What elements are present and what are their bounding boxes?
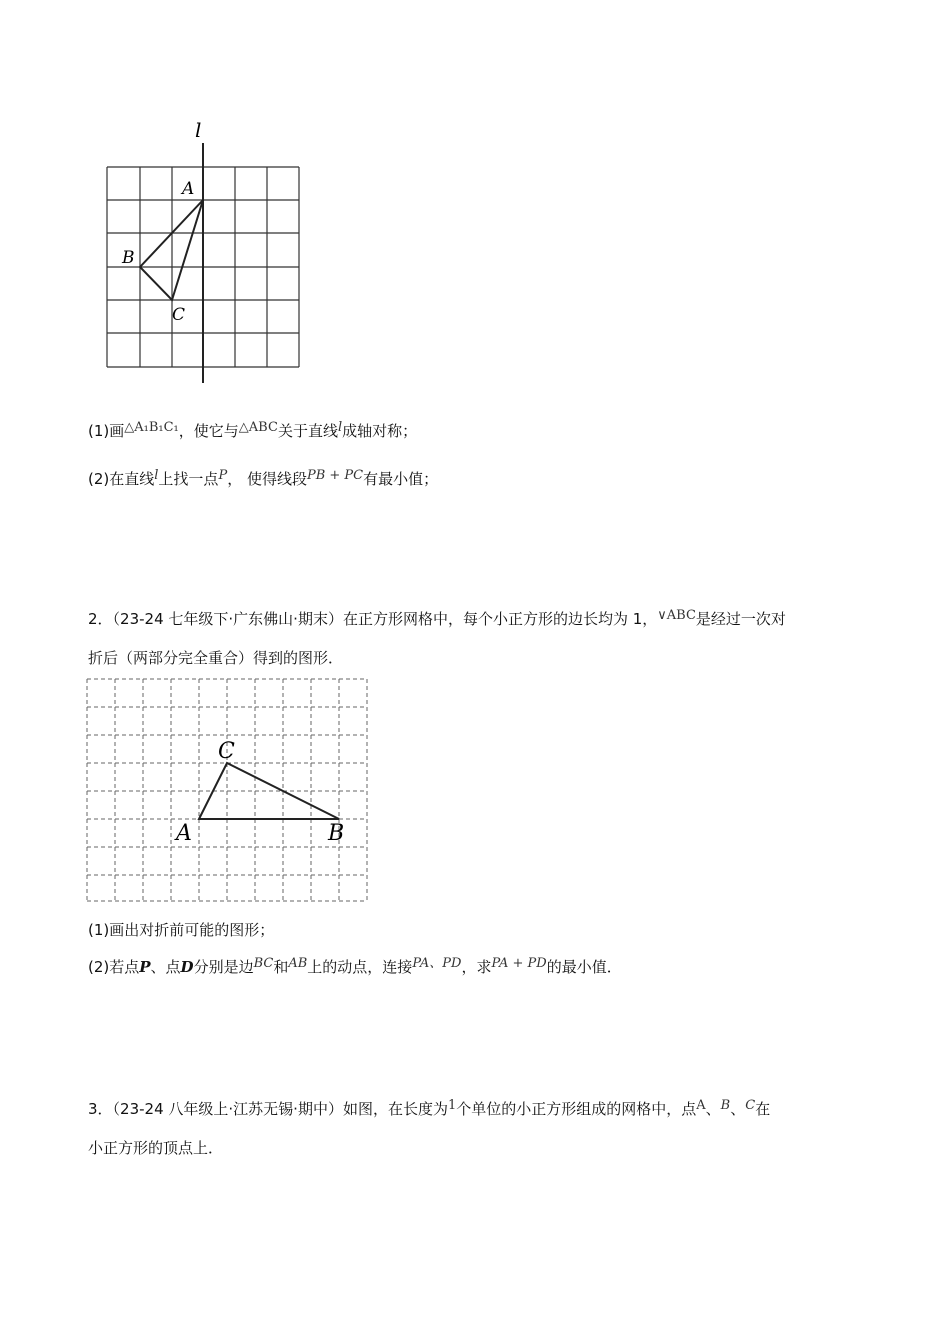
label-l: l bbox=[195, 118, 202, 142]
math-abc: ∨ABC bbox=[657, 608, 696, 623]
math-abc: △ABC bbox=[238, 420, 278, 435]
point-d: D bbox=[180, 958, 194, 976]
math-1: 1 bbox=[447, 1098, 457, 1113]
q1-part1: (1)画△A₁B₁C₁，使它与△ABC关于直线l成轴对称； bbox=[88, 420, 418, 440]
math-pa-pd: PA、PD bbox=[412, 956, 462, 971]
label-a: A bbox=[176, 821, 192, 846]
q3-heading-line2: 小正方形的顶点上． bbox=[88, 1139, 224, 1157]
math-b: B bbox=[720, 1098, 731, 1113]
math-pa-plus-pd: PA + PD bbox=[491, 956, 547, 971]
label-b: B bbox=[328, 821, 345, 846]
math-l: l bbox=[337, 420, 343, 435]
math-l: l bbox=[154, 468, 159, 483]
math-c: C bbox=[745, 1098, 756, 1113]
math-p: P bbox=[218, 468, 228, 483]
point-p: P bbox=[139, 958, 151, 976]
dashed-grid-lines bbox=[87, 679, 367, 901]
q2-number: 2． bbox=[88, 610, 113, 628]
math-a1b1c1: △A₁B₁C₁ bbox=[124, 420, 179, 435]
figure-1-grid bbox=[100, 115, 310, 390]
label-b: B bbox=[122, 248, 135, 268]
q2-heading: 2．（23-24 七年级下·广东佛山·期末）在正方形网格中，每个小正方形的边长均为 1，∨ABC是经过一次对 bbox=[88, 608, 786, 628]
q2-heading-line2: 折后（两部分完全重合）得到的图形． bbox=[88, 649, 344, 667]
figure-2-grid bbox=[84, 676, 374, 906]
label-c: C bbox=[172, 305, 186, 325]
q2-part2: (2)若点P、点D分别是边BC和AB上的动点，连接PA、PD，求PA + PD的最小值． bbox=[88, 956, 622, 976]
math-pb-pc: PB + PC bbox=[306, 468, 364, 483]
q2-part1: (1)画出对折前可能的图形； bbox=[88, 921, 275, 939]
q1-part2: (2)在直线l上找一点P， 使得线段PB + PC有最小值； bbox=[88, 468, 439, 488]
label-a: A bbox=[182, 179, 195, 199]
q3-heading: 3．（23-24 八年级上·江苏无锡·期中）如图，在长度为1个单位的小正方形组成的网格中，点A、B、C在 bbox=[88, 1098, 771, 1118]
q3-number: 3． bbox=[88, 1100, 113, 1118]
math-ab: AB bbox=[288, 956, 308, 971]
math-a: A bbox=[696, 1098, 706, 1113]
math-bc: BC bbox=[253, 956, 274, 971]
label-c: C bbox=[218, 739, 235, 764]
